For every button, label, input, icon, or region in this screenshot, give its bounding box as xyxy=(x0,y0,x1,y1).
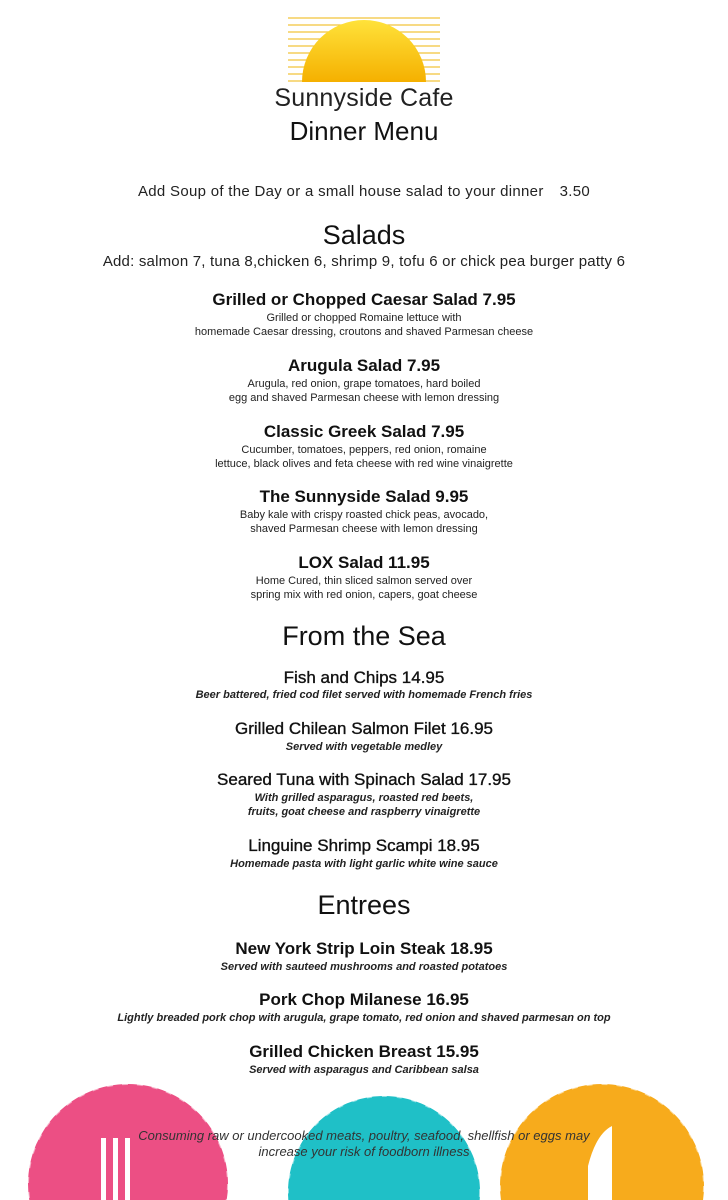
menu-title: Dinner Menu xyxy=(289,116,439,146)
menu-item-name: Grilled Chicken Breast 15.95 xyxy=(249,1042,479,1061)
menu-item-desc: With grilled asparagus, roasted red beets, fruits, goat cheese and raspberry vinaigrette xyxy=(247,792,481,818)
menu-item-name: Arugula Salad 7.95 xyxy=(287,356,441,375)
addon-line xyxy=(0,183,728,200)
menu-item-name: Seared Tuna with Spinach Salad 17.95 xyxy=(217,770,511,789)
addon-price: 3.50 xyxy=(559,183,591,200)
menu-item-desc: Served with vegetable medley xyxy=(285,741,443,753)
menu-item-desc: Home Cured, thin sliced salmon served over spring mix with red onion, capers, goat cheese xyxy=(250,575,478,601)
section-title-salads: Salads xyxy=(322,220,406,250)
menu-item-desc: Baby kale with crispy roasted chick peas, avocado, shaved Parmesan cheese with lemon dressing xyxy=(239,509,489,535)
menu-item-desc: Served with sauteed mushrooms and roasted potatoes xyxy=(220,961,508,973)
section-title-sea: From the Sea xyxy=(282,621,446,651)
menu-item-name: Linguine Shrimp Scampi 18.95 xyxy=(248,836,480,855)
menu-item-desc: Grilled or chopped Romaine lettuce with homemade Caesar dressing, croutons and shaved Parmesan cheese xyxy=(194,312,534,338)
menu-item-desc: Lightly breaded pork chop with arugula, grape tomato, red onion and shaved parmesan on top xyxy=(117,1012,611,1024)
salads-addons-note: Add: salmon 7, tuna 8,chicken 6, shrimp 9, tofu 6 or chick pea burger patty 6 xyxy=(102,253,626,270)
menu-item-desc: Arugula, red onion, grape tomatoes, hard boiled egg and shaved Parmesan cheese with lemon dressing xyxy=(228,378,500,404)
brand-name: Sunnyside Cafe xyxy=(274,84,454,112)
menu-item-name: LOX Salad 11.95 xyxy=(298,553,430,572)
menu-item-desc: Beer battered, fried cod filet served with homemade French fries xyxy=(195,689,533,701)
menu-item-name: Pork Chop Milanese 16.95 xyxy=(259,990,469,1009)
menu-item-name: Classic Greek Salad 7.95 xyxy=(263,422,465,441)
menu-item-name: Fish and Chips 14.95 xyxy=(283,668,445,687)
menu-item-desc: Homemade pasta with light garlic white wine sauce xyxy=(230,858,498,870)
menu-item-desc: Served with asparagus and Caribbean salsa xyxy=(249,1064,479,1076)
menu-item-name: New York Strip Loin Steak 18.95 xyxy=(235,939,493,958)
addon-text: Add Soup of the Day or a small house salad to your dinner xyxy=(137,183,544,200)
food-safety-notice: Consuming raw or undercooked meats, poultry, seafood, shellfish or eggs may increase your risk of foodborn illness xyxy=(138,1128,590,1159)
sunrise-logo-icon xyxy=(288,14,440,82)
menu-item-name: Grilled or Chopped Caesar Salad 7.95 xyxy=(212,290,516,309)
menu-item-name: The Sunnyside Salad 9.95 xyxy=(259,487,469,506)
section-title-entrees: Entrees xyxy=(317,890,411,920)
menu-item-name: Grilled Chilean Salmon Filet 16.95 xyxy=(235,719,493,738)
menu-item-desc: Cucumber, tomatoes, peppers, red onion, romaine lettuce, black olives and feta cheese with red wine vinaigrette xyxy=(215,444,513,470)
